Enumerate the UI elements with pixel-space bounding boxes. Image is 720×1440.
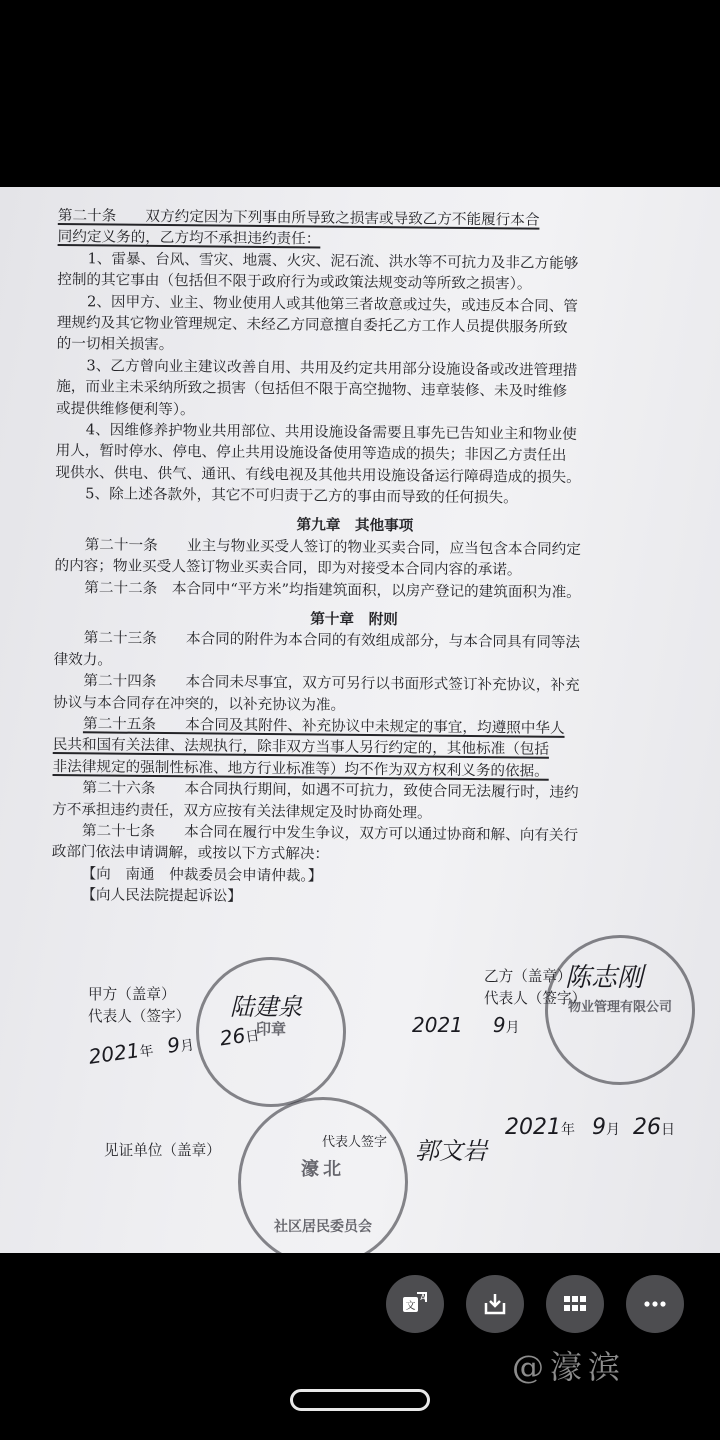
text-line: 第二十四条 本合同未尽事宜，双方可另行以书面形式签订补充协议，补充 — [83, 672, 580, 695]
text-line: 律效力。 — [53, 650, 113, 669]
text-line: 2、因甲方、业主、物业使用人或其他第三者故意或过失，或违反本合同、管 — [86, 292, 579, 315]
grid-button[interactable] — [546, 1275, 604, 1333]
chapter-heading: 第九章 其他事项 — [296, 516, 414, 535]
party-a-date: 2021年 9月 26日 — [87, 1023, 261, 1069]
text-line: 用人，暂时停水、停电、停止共用设施设备使用等造成的损失；非因乙方责任出 — [55, 442, 567, 465]
chapter-heading: 第十章 附则 — [310, 610, 398, 629]
text-line: 【向 南通 仲裁委员会申请仲裁。】 — [81, 864, 323, 885]
download-button[interactable] — [466, 1275, 524, 1333]
document-photo — [0, 187, 720, 1253]
home-indicator[interactable] — [290, 1389, 430, 1411]
text-line: 【向人民法院提起诉讼】 — [81, 886, 243, 905]
party-a-rep-label: 代表人（签字） — [88, 1008, 191, 1025]
svg-text:A: A — [420, 1293, 426, 1302]
party-a-seal: 印章 — [196, 957, 346, 1107]
party-b-label: 乙方（盖章） — [484, 968, 572, 985]
text-line: 4、因维修养护物业共用部位、共用设施设备需要且事先已告知业主和物业使 — [85, 421, 577, 443]
text-line: 3、乙方曾向业主建议改善自用、共用及约定共用部分设施设备或改进管理措 — [86, 357, 578, 379]
witness-rep-label: 代表人签字 — [322, 1135, 388, 1150]
text-line: 现供水、供电、供气、通讯、有线电视及其他共用设施设备运行障碍造成的损失。 — [55, 463, 581, 486]
text-line: 的一切相关损害。 — [56, 335, 174, 354]
text-line: 第二十条 双方约定因为下列事由所导致之损害或导致乙方不能履行本合 — [57, 206, 540, 229]
translate-icon — [400, 1289, 430, 1319]
party-b-rep-label: 代表人（签字） — [484, 990, 587, 1007]
text-line: 同约定义务的，乙方均不承担违约责任： — [57, 228, 321, 248]
more-button[interactable] — [626, 1275, 684, 1333]
text-line: 第二十七条 本合同在履行中发生争议，双方可以通过协商和解、向有关行 — [81, 822, 579, 844]
watermark: @濠滨 — [512, 1348, 627, 1386]
text-line: 政部门依法申请调解，或按以下方式解决： — [51, 843, 330, 863]
text-line: 理规约及其它物业管理规定、未经乙方同意擅自委托乙方工作人员提供服务所致 — [56, 313, 568, 336]
svg-text:文: 文 — [405, 1301, 416, 1312]
party-a-signature: 陆建泉 — [230, 993, 302, 1021]
translate-button[interactable] — [386, 1275, 444, 1333]
party-b-seal: 物业管理有限公司 — [545, 935, 695, 1085]
text-line: 1、雷暴、台风、雪灾、地震、火灾、泥石流、洪水等不可抗力及非乙方能够 — [87, 250, 579, 272]
text-line: 的内容；物业买受人签订物业买卖合同，即为对接受本合同内容的承诺。 — [54, 557, 522, 579]
text-line: 民共和国有关法律、法规执行，除非双方当事人另行约定的，其他标准（包括 — [52, 736, 550, 759]
party-b-date: 2021 9月 — [412, 1013, 520, 1037]
text-line: 协议与本合同存在冲突的，以补充协议为准。 — [53, 693, 346, 714]
grid-icon — [560, 1289, 590, 1319]
party-a-label: 甲方（盖章） — [88, 986, 176, 1003]
text-line: 或提供维修便利等）。 — [55, 399, 195, 418]
text-line: 第二十三条 本合同的附件为本合同的有效组成部分，与本合同具有同等法 — [83, 629, 581, 652]
witness-signature: 郭文岩 — [415, 1137, 487, 1165]
text-line: 第二十二条 本合同中“平方米”均指建筑面积，以房产登记的建筑面积为准。 — [84, 578, 581, 601]
witness-seal: 濠北 社区居民委员会 — [238, 1097, 408, 1253]
text-line: 施，而业主未采纳所致之损害（包括但不限于高空抛物、违章装修、未及时维修 — [56, 378, 568, 401]
text-line: 控制的其它事由（包括但不限于政府行为或政策法规变动等所致之损害）。 — [57, 271, 532, 293]
witness-date: 2021年 9月 26日 — [505, 1115, 675, 1140]
text-line: 方不承担违约责任，双方应按有关法律规定及时协商处理。 — [52, 800, 432, 822]
party-b-signature: 陈志刚 — [565, 963, 644, 993]
text-line: 第二十五条 本合同及其附件、补充协议中未规定的事宜，均遵照中华人 — [82, 715, 565, 737]
more-icon — [640, 1289, 670, 1319]
contract-text — [51, 205, 658, 911]
text-line: 第二十一条 业主与物业买受人签订的物业买卖合同，应当包含本合同约定 — [84, 536, 582, 558]
witness-label: 见证单位（盖章） — [104, 1142, 221, 1159]
download-icon — [480, 1289, 510, 1319]
text-line: 非法律规定的强制性标准、地方行业标准等）均不作为双方权利义务的依据。 — [52, 757, 549, 780]
text-line: 第二十六条 本合同执行期间，如遇不可抗力，致使合同无法履行时，违约 — [82, 779, 579, 802]
text-line: 5、除上述各款外，其它不可归责于乙方的事由而导致的任何损失。 — [85, 485, 518, 507]
